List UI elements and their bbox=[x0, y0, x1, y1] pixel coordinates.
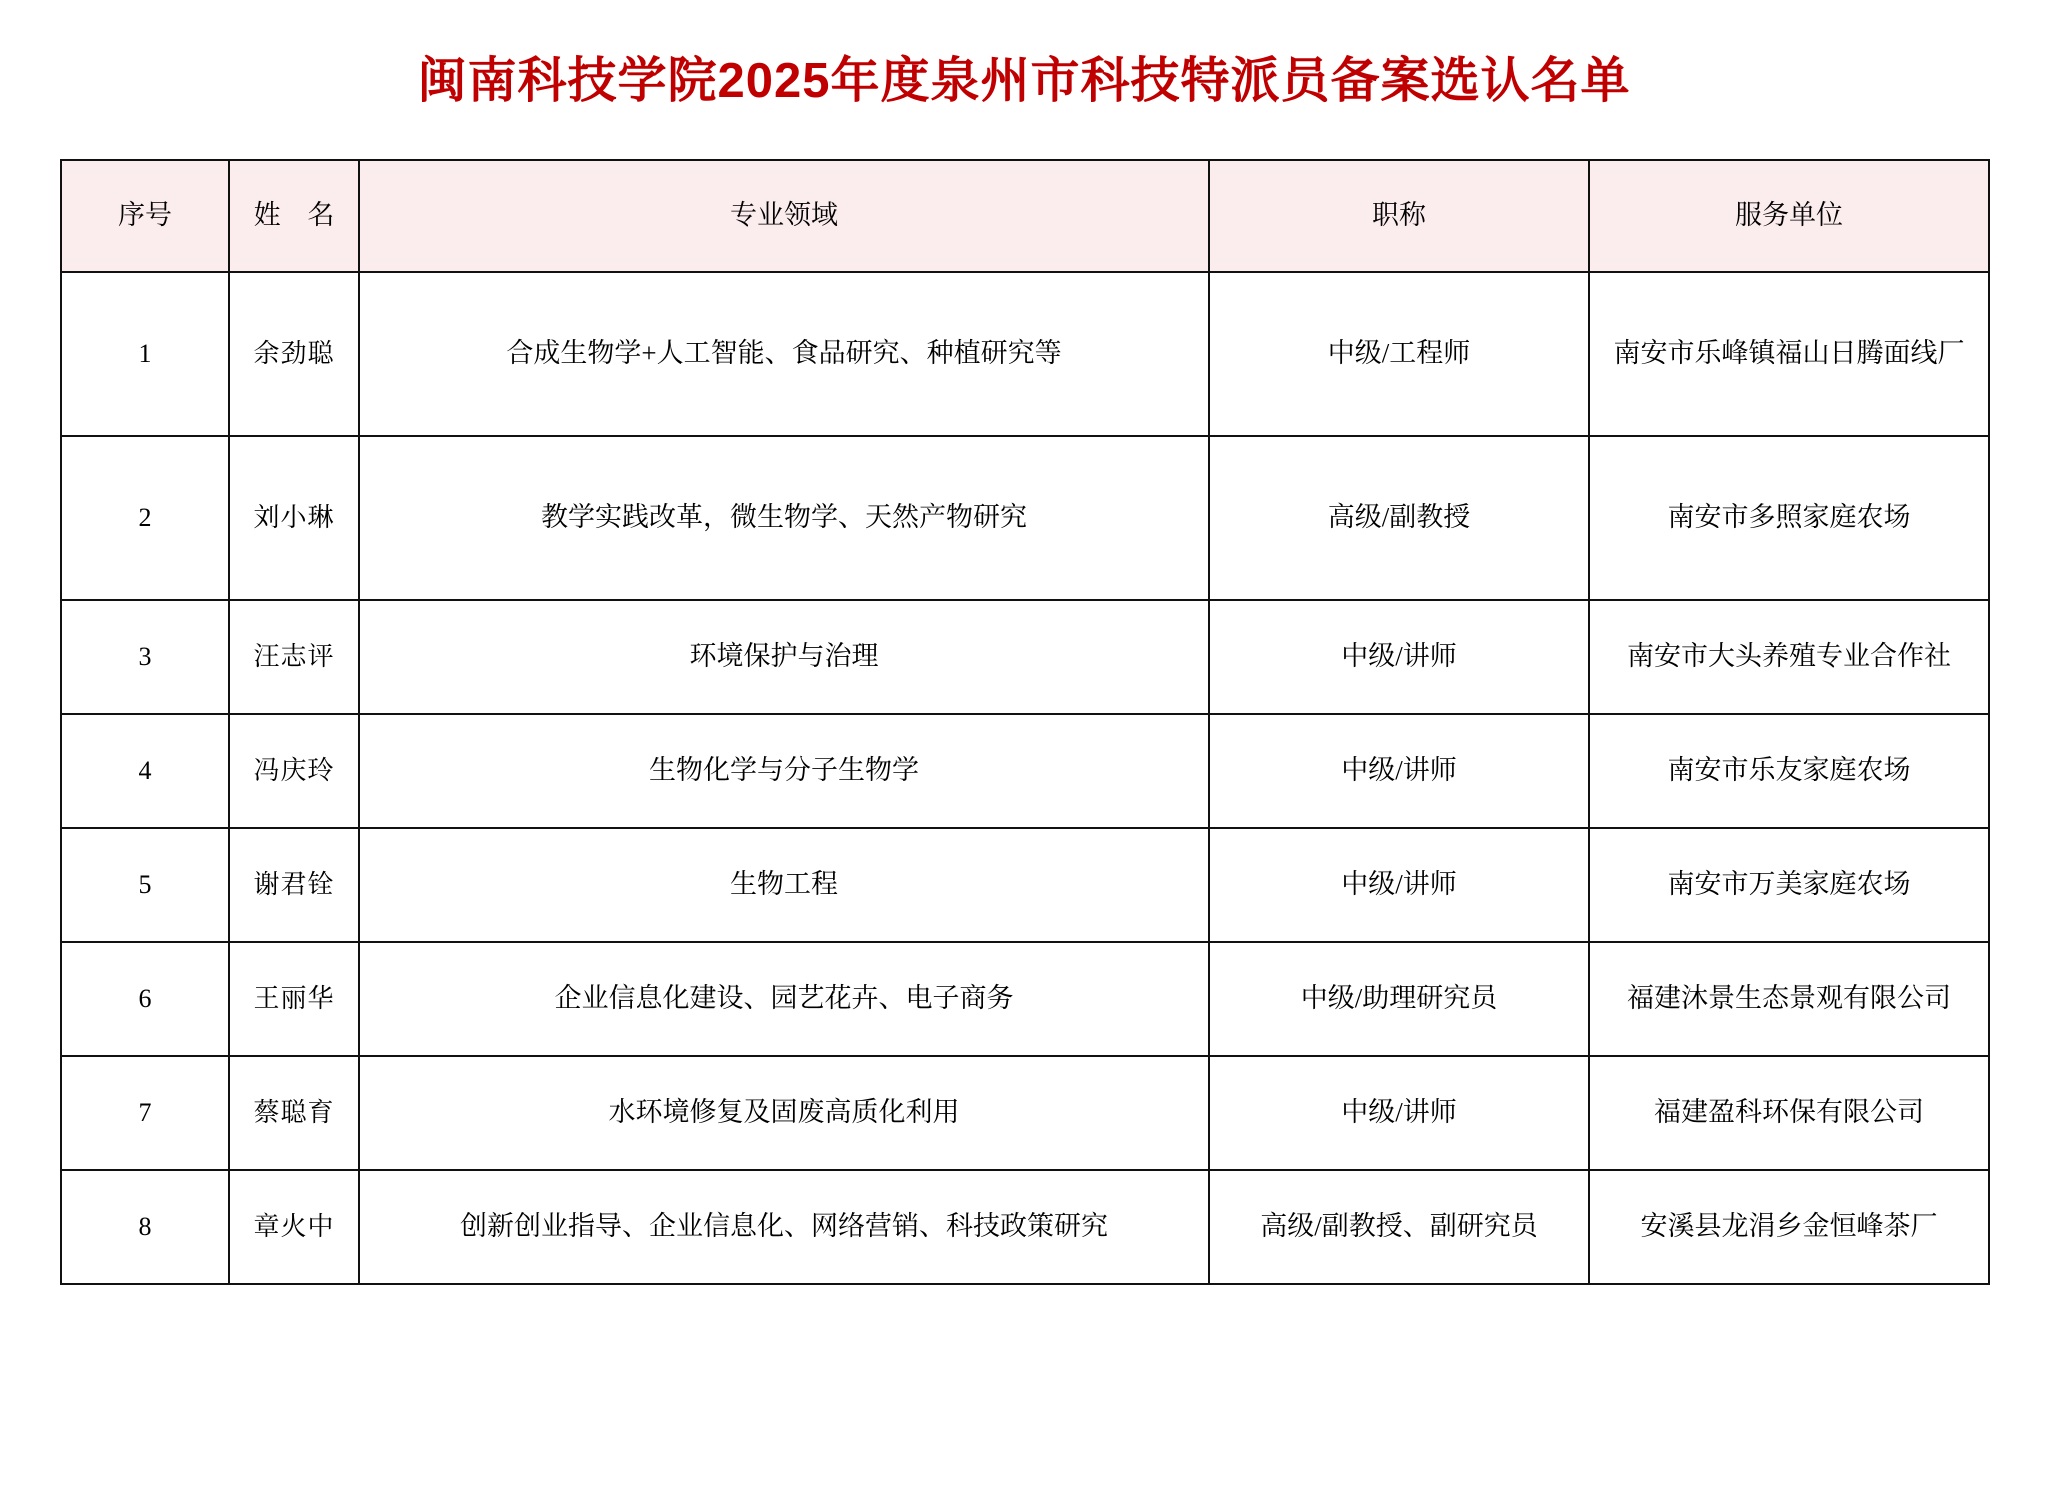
cell-title: 中级/讲师 bbox=[1209, 714, 1589, 828]
cell-title: 高级/副教授、副研究员 bbox=[1209, 1170, 1589, 1284]
table-row bbox=[61, 1170, 1989, 1284]
cell-index: 5 bbox=[61, 828, 229, 942]
cell-title: 中级/讲师 bbox=[1209, 1056, 1589, 1170]
column-header-field: 专业领域 bbox=[359, 160, 1209, 272]
cell-title: 高级/副教授 bbox=[1209, 436, 1589, 600]
cell-index: 8 bbox=[61, 1170, 229, 1284]
cell-index: 1 bbox=[61, 272, 229, 436]
table-row bbox=[61, 828, 1989, 942]
cell-field: 水环境修复及固废高质化利用 bbox=[359, 1056, 1209, 1170]
table-row bbox=[61, 942, 1989, 1056]
cell-field: 企业信息化建设、园艺花卉、电子商务 bbox=[359, 942, 1209, 1056]
cell-name: 蔡聪育 bbox=[229, 1056, 359, 1170]
cell-unit: 福建盈科环保有限公司 bbox=[1589, 1056, 1989, 1170]
table-body bbox=[61, 272, 1989, 1284]
cell-field: 环境保护与治理 bbox=[359, 600, 1209, 714]
cell-index: 3 bbox=[61, 600, 229, 714]
table-row bbox=[61, 600, 1989, 714]
cell-field: 合成生物学+人工智能、食品研究、种植研究等 bbox=[359, 272, 1209, 436]
cell-name: 汪志评 bbox=[229, 600, 359, 714]
cell-unit: 南安市大头养殖专业合作社 bbox=[1589, 600, 1989, 714]
roster-table-container bbox=[60, 159, 1988, 1285]
cell-name: 王丽华 bbox=[229, 942, 359, 1056]
cell-title: 中级/讲师 bbox=[1209, 828, 1589, 942]
cell-title: 中级/工程师 bbox=[1209, 272, 1589, 436]
column-header-index: 序号 bbox=[61, 160, 229, 272]
cell-title: 中级/助理研究员 bbox=[1209, 942, 1589, 1056]
cell-index: 2 bbox=[61, 436, 229, 600]
cell-name: 刘小琳 bbox=[229, 436, 359, 600]
cell-unit: 安溪县龙涓乡金恒峰茶厂 bbox=[1589, 1170, 1989, 1284]
cell-name: 余劲聪 bbox=[229, 272, 359, 436]
table-row bbox=[61, 272, 1989, 436]
cell-index: 6 bbox=[61, 942, 229, 1056]
table-row bbox=[61, 714, 1989, 828]
cell-index: 7 bbox=[61, 1056, 229, 1170]
cell-title: 中级/讲师 bbox=[1209, 600, 1589, 714]
cell-index: 4 bbox=[61, 714, 229, 828]
table-header bbox=[61, 160, 1989, 272]
roster-table bbox=[60, 159, 1990, 1285]
column-header-title: 职称 bbox=[1209, 160, 1589, 272]
cell-name: 章火中 bbox=[229, 1170, 359, 1284]
cell-unit: 福建沐景生态景观有限公司 bbox=[1589, 942, 1989, 1056]
cell-field: 教学实践改革，微生物学、天然产物研究 bbox=[359, 436, 1209, 600]
page-title: 闽南科技学院2025年度泉州市科技特派员备案选认名单 bbox=[417, 54, 1631, 108]
table-row bbox=[61, 1056, 1989, 1170]
cell-unit: 南安市多照家庭农场 bbox=[1589, 436, 1989, 600]
cell-unit: 南安市乐友家庭农场 bbox=[1589, 714, 1989, 828]
table-row bbox=[61, 436, 1989, 600]
cell-unit: 南安市万美家庭农场 bbox=[1589, 828, 1989, 942]
table-header-row bbox=[61, 160, 1989, 272]
column-header-unit: 服务单位 bbox=[1589, 160, 1989, 272]
cell-field: 创新创业指导、企业信息化、网络营销、科技政策研究 bbox=[359, 1170, 1209, 1284]
cell-name: 冯庆玲 bbox=[229, 714, 359, 828]
column-header-name: 姓 名 bbox=[229, 160, 359, 272]
cell-field: 生物化学与分子生物学 bbox=[359, 714, 1209, 828]
cell-name: 谢君铨 bbox=[229, 828, 359, 942]
cell-field: 生物工程 bbox=[359, 828, 1209, 942]
cell-unit: 南安市乐峰镇福山日腾面线厂 bbox=[1589, 272, 1989, 436]
